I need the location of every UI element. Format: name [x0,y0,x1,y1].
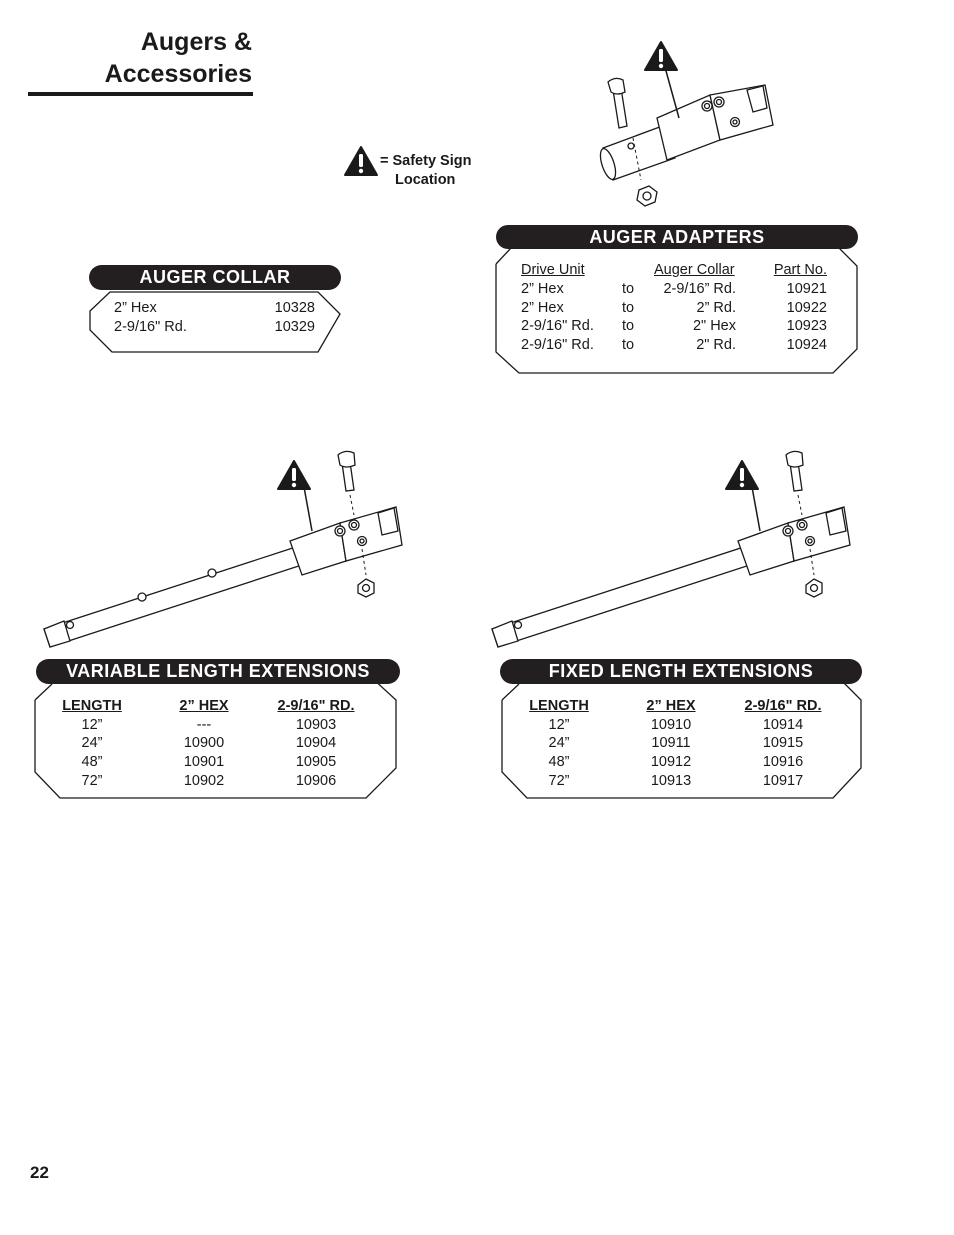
var-length-3: 48” [81,754,103,770]
auger-adapter-illustration [595,40,790,220]
var-length-1: 12” [81,717,103,733]
title-rule [28,92,253,96]
adapters-part-4: 10924 [786,337,827,353]
fixed-length-1: 12” [548,717,570,733]
collar-part-1: 10328 [274,300,315,316]
auger-collar-title: AUGER COLLAR [89,265,341,290]
adapters-drive-4: 2-9/16" Rd. [521,337,594,353]
adapters-header-part-no: Part No. [773,262,827,278]
fixed-rd-3: 10916 [762,754,804,770]
warning-triangle-icon [278,461,310,489]
var-hex-3: 10901 [183,754,225,770]
fixed-length-4: 72” [548,773,570,789]
var-header-length: LENGTH [62,698,122,714]
fixed-length-2: 24” [548,735,570,751]
adapters-header-auger-collar: Auger Collar [654,262,735,278]
variable-extension-illustration [40,445,435,655]
legend-line2: Location [395,172,456,188]
fixed-extension-illustration [488,445,858,655]
fixed-header-hex: 2” HEX [646,698,696,714]
legend-line1: = Safety Sign [380,153,472,169]
var-rd-4: 10906 [295,773,337,789]
adapters-to-1: to [622,281,635,297]
adapters-to-2: to [622,300,635,316]
adapters-drive-2: 2” Hex [521,300,564,316]
adapters-collar-1: 2-9/16” Rd. [663,281,736,297]
collar-desc-1: 2” Hex [114,300,157,316]
fixed-rd-4: 10917 [762,773,804,789]
page-title-line2: Accessories [104,60,252,88]
adapters-header-drive-unit: Drive Unit [521,262,585,278]
fixed-extensions-title: FIXED LENGTH EXTENSIONS [500,659,862,684]
variable-extensions-title: VARIABLE LENGTH EXTENSIONS [36,659,400,684]
warning-triangle-icon [343,145,379,177]
adapters-collar-3: 2" Hex [692,318,736,334]
warning-triangle-icon [645,42,677,70]
fixed-rd-1: 10914 [762,717,804,733]
adapters-part-2: 10922 [786,300,827,316]
fixed-header-rd: 2-9/16" RD. [744,698,822,714]
auger-adapters-title: AUGER ADAPTERS [496,225,858,249]
collar-desc-2: 2-9/16" Rd. [114,319,187,335]
collar-part-2: 10329 [274,319,315,335]
adapters-drive-1: 2” Hex [521,281,564,297]
fixed-hex-2: 10911 [651,735,691,751]
var-length-2: 24” [81,735,103,751]
page-title [28,26,252,90]
safety-sign-legend [380,152,471,190]
fixed-hex-1: 10910 [650,717,692,733]
fixed-hex-4: 10913 [650,773,692,789]
var-length-4: 72” [81,773,103,789]
page-number: 22 [30,1163,49,1182]
adapters-part-3: 10923 [786,318,827,334]
var-rd-2: 10904 [295,735,337,751]
page-title-line1: Augers & [140,28,252,56]
fixed-hex-3: 10912 [650,754,692,770]
adapters-to-4: to [622,337,635,353]
adapters-to-3: to [622,318,635,334]
adapters-collar-2: 2” Rd. [696,300,736,316]
var-hex-4: 10902 [183,773,225,789]
var-rd-3: 10905 [295,754,337,770]
var-hex-1: --- [196,717,212,733]
fixed-rd-2: 10915 [762,735,804,751]
var-header-hex: 2” HEX [179,698,229,714]
adapters-part-1: 10921 [786,281,827,297]
adapters-collar-4: 2" Rd. [696,337,736,353]
adapters-drive-3: 2-9/16" Rd. [521,318,594,334]
fixed-length-3: 48” [548,754,570,770]
var-hex-2: 10900 [183,735,225,751]
var-header-rd: 2-9/16" RD. [277,698,355,714]
var-rd-1: 10903 [295,717,337,733]
warning-triangle-icon [726,461,758,489]
fixed-header-length: LENGTH [529,698,589,714]
